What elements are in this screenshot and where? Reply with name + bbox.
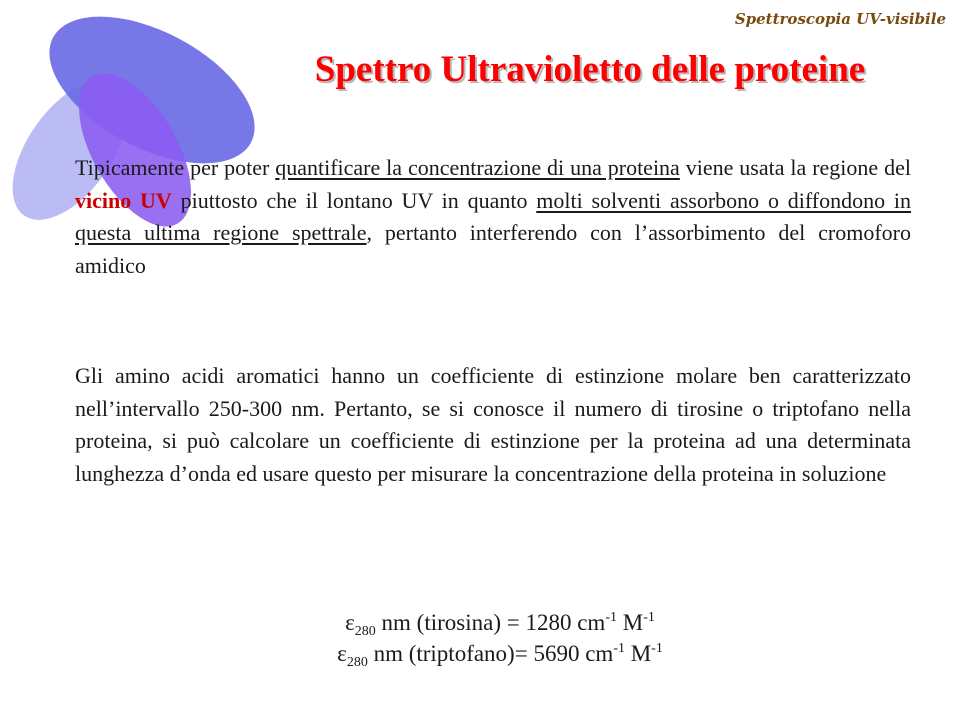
p1-text-1: Tipicamente per poter [75, 155, 276, 180]
formula-text: nm (tirosina) = 1280 cm [375, 610, 606, 635]
p1-underline-2: molti solventi assorbono o diffondono in questa ultima regione spettrale [75, 187, 912, 245]
p1-text-4: , pertanto interferendo con l’assorbimento del cromoforo amidico [75, 220, 912, 278]
epsilon-symbol: ε [337, 641, 347, 666]
formula-unit: M [624, 641, 652, 666]
formula-unit: M [617, 610, 644, 635]
formula-exp: -1 [651, 641, 663, 656]
p1-underline-1: quantificare la concentrazione di una proteina [275, 155, 680, 180]
section-header: Spettroscopia UV-visibile [734, 10, 946, 28]
paragraph-aromatic: Gli amino acidi aromatici hanno un coefficiente di estinzione molare ben caratterizzato nell’intervallo 250-300 nm. Pertanto, se si conosce il numero di tirosine o triptofano nella proteina, si può calcolare un coefficiente di estinzione per la proteina ad una determinata lunghezza d’onda ed usare questo per misurare la concentrazione della proteina in soluzione [75, 363, 911, 486]
epsilon-symbol: ε [345, 610, 355, 635]
p1-text-3: piuttosto che il lontano UV in quanto [171, 187, 537, 213]
formula-exp: -1 [605, 610, 617, 625]
paragraph-near-uv [75, 152, 911, 282]
formula-sub: 280 [346, 655, 368, 670]
page-title: Spettro Ultravioletto delle proteine [314, 49, 866, 90]
p1-text-2: viene usata la regione del [679, 155, 911, 180]
formula-text: nm (triptofano)= 5690 cm [367, 641, 614, 666]
formula-exp: -1 [613, 641, 625, 656]
p1-highlight: vicino UV [75, 187, 172, 213]
formula-triptofano [0, 641, 960, 670]
formula-tirosina [0, 610, 960, 639]
formula-sub: 280 [354, 624, 376, 639]
formula-exp: -1 [643, 610, 655, 625]
